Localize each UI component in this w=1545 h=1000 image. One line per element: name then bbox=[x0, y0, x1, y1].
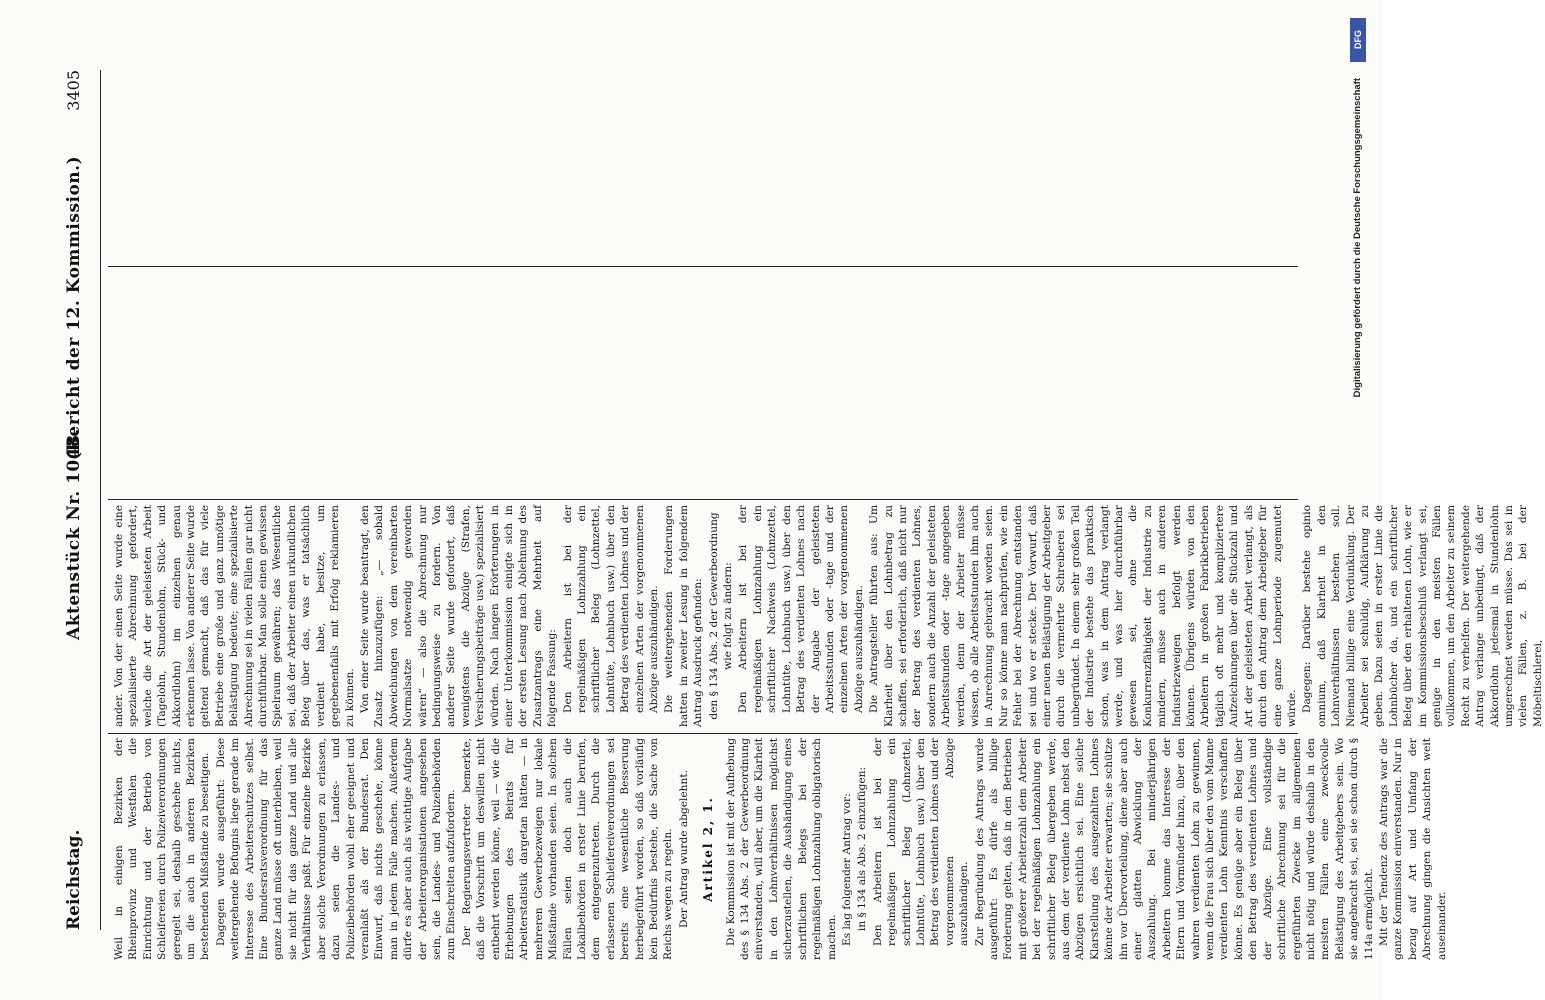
paragraph: Mit der Tendenz des Antrags war die ganze Kommission einverstanden. Nur in bezug auf Art und Umfang der Abrechnung gingen die Ansichten weit auseinander. bbox=[1377, 738, 1448, 960]
paragraph: Die weitergehenden Forderungen hatten in zweiter Lesung in folgendem Antrag Ausdruck gefunden: bbox=[663, 505, 705, 727]
text-column-2 bbox=[112, 505, 1544, 727]
header-rule bbox=[100, 70, 101, 930]
quoted-paragraph: Den Arbeitern ist bei der regelmäßigen Lohnzahlung ein schriftlicher Nachweis (Lohnzettel, Lohntüte, Lohnbuch usw.) über den Betrag des verdienten Lohnes nach der Angabe der geleisteten Arbeitsstunden oder -tage und der einzelnen Arten der vorgenommenen Abzüge auszuhändigen. bbox=[737, 505, 865, 713]
paragraph: Die Kommission ist mit der Aufhebung des § 134 Abs. 2 der Gewerbeordnung einverstanden, will aber, um die Klarheit in den Lohnverhältnissen möglichst sicherzustellen, die Aushändigung eines schriftlichen Belegs bei der regelmäßigen Lohnzahlung obligatorisch machen. bbox=[724, 738, 838, 960]
paragraph: Weil in einigen Bezirken der Rheinprovinz und Westfalen die Einrichtung und der Betrieb von Schleifereien durch Polizeiverordnungen geregelt sei, deshalb geschehe nichts, um die auch in anderen Bezirken bestehenden Mißstände zu beseitigen. bbox=[113, 738, 212, 960]
header-report-title: (Bericht der 12. Kommission.) bbox=[64, 155, 84, 460]
paragraph: Dagegen: Darüber bestehe opinio omnium, daß Klarheit in den Lohnverhältnissen bestehen soll. Niemand billige eine Verdunklung. Der Arbeiter sei schuldig, Aufklärung zu geben. Dazu seien in erster Linie die Lohnbücher da, und ein schriftlicher Beleg über den erhaltenen Lohn, wie er im Kommissionsbeschluß verlangt sei, genüge in den meisten Fällen vollkommen, um den Arbeiter zu seinem Recht zu verhelfen. Der weitergehende Antrag verlange unbedingt, daß der Akkordlohn jedesmal in Stundenlohn umgerechnet werden müsse. Das sei in vielen Fällen, z. B. bei der Möbeltischlerei, bbox=[1301, 505, 1544, 727]
paragraph: Es lag folgender Antrag vor: bbox=[840, 793, 853, 946]
text-column-3 bbox=[112, 271, 1302, 493]
digitization-credit bbox=[1340, 18, 1374, 978]
text-column-1 bbox=[112, 738, 1448, 960]
column-divider bbox=[108, 266, 1298, 267]
column-divider bbox=[108, 733, 1298, 734]
paragraph: Die Antragsteller führten aus: Um Klarheit über den Lohnbetrag zu schaffen, sei erforderlich, daß nicht nur der Betrag des verdienten Lohnes, sondern auch die Anzahl der geleisteten Arbeitsstunden oder -tage angegeben werden, denn der Arbeiter müsse wissen, ob alle Arbeitsstunden ihm auch in Anrechnung gebracht worden seien. Nur so könne man nachprüfen, wie ein Fehler bei der Abrechnung entstanden sei und wo er stecke. Der Vorwurf, daß einer neuen Belästigung der Arbeitgeber durch die vermehrte Schreiberei sei unbegründet. In einem sehr großen Teil der Industrie bestehe das praktisch schon, was in dem Antrag verlangt werde, und was hier durchführbar gewesen sei, ohne die Konkurrenzfähigkeit der Industrie zu mindern, müsse auch in anderen Industriezweigen befolgt werden können. Übrigens würden von den Arbeitern in großen Fabrikbetrieben täglich oft mehr und kompliziertere Aufzeichnungen über die Stückzahl und Art der geleisteten Arbeit verlangt, als durch den Antrag dem Arbeitgeber für eine ganze Lohnperiode zugemutet würde. bbox=[868, 505, 1298, 727]
page-number: 3405 bbox=[64, 70, 83, 111]
paragraph: Von einer Seite wurde beantragt, den Zusatz hinzuzufügen: „— sobald Abweichungen von dem vereinbarten Normalsatze notwendig geworden wären“ — also die Abrechnung nur bedingungsweise zu fordern. Von anderer Seite wurde gefordert, daß wenigstens die Abzüge (Strafen, Versicherungsbeiträge usw.) spezialisiert würden. Nach langen Erörterungen in einer Unterkommission einigte sich in der ersten Lesung nach Ablehnung des Zusatzantrags eine Mehrheit auf folgende Fassung: bbox=[358, 505, 559, 727]
dfg-logo: DFG bbox=[1350, 18, 1366, 62]
paragraph: Dagegen wurde ausgeführt: Diese weitergehende Befugnis liege gerade im Interesse des Arbeiterschutzes selbst. Eine Bundesratsverordnung für das ganze Land müsse oft unterbleiben, weil sie nicht für das ganze Land und alle Verhältnisse paßt. Für einzelne Bezirke aber solche Verordnungen zu erlassen, dazu seien die Landes- und Polizeibehörden wohl eher geeignet und veranlaßt als der Bundesrat. Den Einwurf, daß nichts geschehe, könne man in jedem Falle machen. Außerdem dürfe es aber auch als wichtige Aufgabe der Arbeiterorganisationen angesehen sein, die Landes- und Polizeibehörden zum Einschreiten aufzufordern. bbox=[214, 738, 458, 960]
paragraph: ander. Von der einen Seite wurde eine spezialisierte Abrechnung gefordert, welche die Art der geleisteten Arbeit (Tagelohn, Stundenlohn, Stück- und Akkordlohn) im einzelnen genau erkennen lasse. Von anderer Seite wurde geltend gemacht, daß das für viele Betriebe eine große und ganz unnötige Belästigung bedeute; eine spezialisierte Abrechnung sei in vielen Fällen gar nicht durchführbar. Man solle einen gewissen Spielraum gewähren; das Wesentliche sei, daß der Arbeiter einen urkundlichen Beleg über das, was er tatsächlich verdient habe, besitze, um gegebenenfalls mit Erfolg reklamieren zu können. bbox=[113, 505, 356, 727]
section-heading: Artikel 2, 1. bbox=[701, 796, 716, 902]
header-document-number: Aktenstück Nr. 1048. bbox=[64, 428, 84, 640]
page-header bbox=[58, 70, 98, 930]
column-divider bbox=[108, 499, 1298, 500]
paragraph: Der Regierungsvertreter bemerkte, daß die Vorschrift um deswillen nicht entbehrt werden könne, weil — wie die Erhebungen des Beirats für Arbeiterstatistik dargetan hätten — in mehreren Gewerbezweigen nur lokale Mißstände vorhanden seien. In solchen Fällen seien doch auch die Lokalbehörden in erster Linie berufen, dem entgegenzutreten. Durch die erlassenen Schleifereiverordnungen sei bereits eine wesentliche Besserung herbeigeführt worden, so daß vorläufig kein Bedürfnis bestehe, die Sache von Reichs wegen zu regeln. bbox=[460, 738, 675, 960]
header-publication: Reichstag. bbox=[64, 829, 84, 930]
text-column-4 bbox=[112, 38, 1302, 260]
quoted-paragraph: Den Arbeitern ist bei der regelmäßigen Lohnzahlung ein schriftlicher Beleg (Lohnzettel, Lohntüte, Lohnbuch usw.) über den Betrag des verdienten Lohnes und der einzelnen Arten der vorgenommenen Abzüge auszuhändigen. bbox=[561, 505, 661, 713]
digitization-note: Digitalisierung gefördert durch die Deutsche Forschungsgemeinschaft bbox=[1352, 78, 1363, 398]
paragraph: den § 134 Abs. 2 der Gewerbeordnung wie folgt zu ändern: bbox=[707, 512, 735, 720]
paragraph: Der Antrag wurde abgelehnt. bbox=[677, 770, 690, 928]
paragraph: in § 134 als Abs. 2 einzufügen: bbox=[856, 766, 869, 932]
quoted-paragraph: Den Arbeitern ist bei der regelmäßigen Lohnzahlung ein schriftlicher Beleg (Lohnzettel, Lohntüte, Lohnbuch usw.) über den Betrag des verdienten Lohnes und der vorgenommenen Abzüge auszuhändigen. bbox=[871, 738, 971, 946]
paragraph: Zur Begründung des Antrags wurde ausgeführt: Es dürfe als billige Forderung gelten, daß in den Betrieben mit größerer Arbeiterzahl dem Arbeiter bei der regelmäßigen Lohnzahlung ein schriftlicher Beleg übergeben werde, aus dem der verdiente Lohn nebst den Abzügen ersichtlich sei. Eine solche Klarstellung des ausgezahlten Lohnes könne der Arbeiter erwarten; sie schütze ihn vor Übervorteilung, diene aber auch einer glatten Abwicklung der Auszahlung. Bei minderjährigen Arbeitern komme das Interesse der Eltern und Vormünder hinzu, über den wahren verdienten Lohn zu gewinnen, wenn die Frau sich über den vom Manne verdienten Lohn Kenntnis verschaffen könne. Es genüge aber ein Beleg über den Betrag des verdienten Lohnes und der Abzüge. Eine vollständige schriftliche Abrechnung sei für die ergeführten Zwecke im allgemeinen nicht nötig und würde deshalb in den meisten Fällen eine zweckvolle Belästigung des Arbeitgebers sein. Wo sie angebracht sei, sei sie schon durch § 114a ermöglicht. bbox=[973, 738, 1375, 960]
